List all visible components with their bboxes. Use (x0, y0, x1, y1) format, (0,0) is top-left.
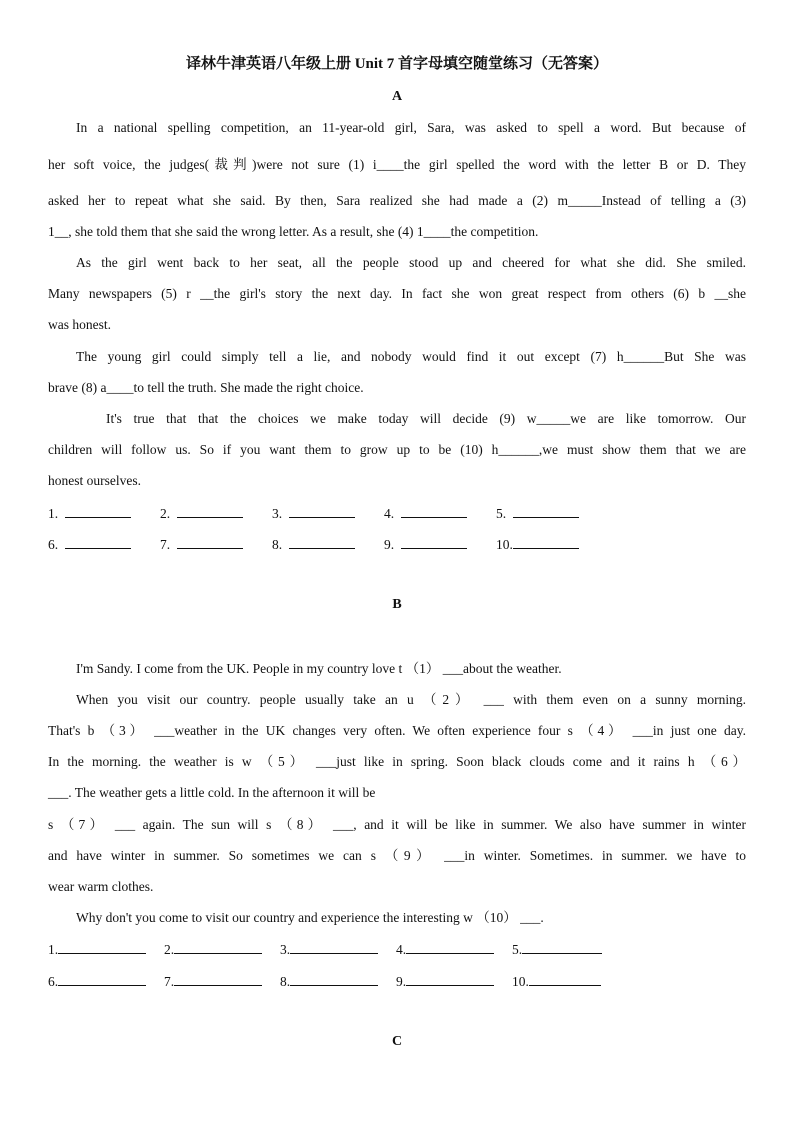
answer-line (65, 504, 131, 518)
passage-a-line: The young girl could simply tell a lie, and nobody would find it out except (7) h______But She was (76, 349, 746, 364)
answer-line (177, 535, 243, 549)
answer-blank-a-2[interactable] (160, 504, 243, 523)
section-a-heading: A (391, 89, 403, 104)
answer-blank-a-1[interactable] (48, 504, 131, 523)
answer-blank-a-10[interactable] (496, 535, 579, 554)
answer-blank-a-6[interactable] (48, 535, 131, 554)
answer-line (174, 972, 262, 986)
answer-line (401, 535, 467, 549)
passage-a-line: asked her to repeat what she said. By then, Sara realized she had made a (2) m_____Instead of telling a (3) (48, 193, 746, 208)
answer-number: 7. (164, 974, 175, 989)
passage-b-line: s （7） ___ again. The sun will s （8） ___, and it will be like in summer. We also have summer in winter (48, 817, 746, 832)
answer-number: 1. (48, 942, 59, 957)
answer-blank-b-3[interactable] (280, 940, 378, 959)
answer-line (290, 972, 378, 986)
answer-number: 7. (160, 537, 171, 552)
passage-b-line: ___. The weather gets a little cold. In the afternoon it will be (48, 785, 376, 800)
answer-number: 3. (280, 942, 291, 957)
answer-number: 5. (496, 506, 507, 521)
passage-a-line: It's true that that the choices we make today will decide (9) w_____we are like tomorrow. Our (106, 411, 746, 426)
answer-blank-a-5[interactable] (496, 504, 579, 523)
answer-number: 8. (280, 974, 291, 989)
passage-a-line: In a national spelling competition, an 11-year-old girl, Sara, was asked to spell a word. But because of (76, 120, 746, 135)
answer-line (58, 972, 146, 986)
answer-blank-b-10[interactable] (512, 972, 601, 991)
passage-b-line: In the morning. the weather is w （5） ___just like in spring. Soon black clouds come and it rains h （6） (48, 754, 746, 769)
answer-number: 8. (272, 537, 283, 552)
passage-b-line: wear warm clothes. (48, 879, 154, 894)
answer-line (529, 972, 601, 986)
answer-line (406, 972, 494, 986)
passage-a-line: As the girl went back to her seat, all the people stood up and cheered for what she did. She smiled. (76, 255, 746, 270)
answer-number: 3. (272, 506, 283, 521)
answer-number: 2. (160, 506, 171, 521)
answer-line (174, 940, 262, 954)
answer-blank-a-8[interactable] (272, 535, 355, 554)
answer-number: 4. (384, 506, 395, 521)
answer-number: 9. (396, 974, 407, 989)
answer-line (58, 940, 146, 954)
section-b-heading: B (392, 597, 402, 612)
answer-line (289, 504, 355, 518)
answer-blank-a-9[interactable] (384, 535, 467, 554)
passage-a-line: 1__, she told them that she said the wrong letter. As a result, she (4) 1____the competition. (48, 224, 539, 239)
answer-line (289, 535, 355, 549)
answer-blank-a-3[interactable] (272, 504, 355, 523)
page-title: 译林牛津英语八年级上册 Unit 7 首字母填空随堂练习（无答案） (185, 56, 609, 72)
answer-number: 1. (48, 506, 59, 521)
answer-line (177, 504, 243, 518)
answer-line (513, 535, 579, 549)
section-c-heading: C (391, 1034, 403, 1049)
answer-number: 2. (164, 942, 175, 957)
answer-blank-b-6[interactable] (48, 972, 146, 991)
passage-a-line: Many newspapers (5) r __the girl's story the next day. In fact she won great respect from others (6) b __she (48, 286, 746, 301)
answer-line (290, 940, 378, 954)
passage-b-line: and have winter in summer. So sometimes we can s （9） ___in winter. Sometimes. in summer. we have to (48, 848, 746, 863)
passage-a-line: her soft voice, the judges(裁判)were not sure (1) i____the girl spelled the word with the letter B or D. They (48, 157, 746, 172)
answer-number: 4. (396, 942, 407, 957)
answer-blank-b-4[interactable] (396, 940, 494, 959)
answer-blank-b-1[interactable] (48, 940, 146, 959)
answer-number: 10. (496, 537, 513, 552)
answer-blank-b-7[interactable] (164, 972, 262, 991)
answer-blank-a-7[interactable] (160, 535, 243, 554)
answer-blank-b-2[interactable] (164, 940, 262, 959)
answer-number: 9. (384, 537, 395, 552)
answer-number: 5. (512, 942, 523, 957)
answer-number: 6. (48, 537, 59, 552)
passage-b-line: When you visit our country. people usually take an u （2） ___ with them even on a sunny morning. (76, 692, 746, 707)
passage-a-line: children will follow us. So if you want them to grow up to be (10) h______,we must show them that we are (48, 442, 746, 457)
answer-blank-b-8[interactable] (280, 972, 378, 991)
passage-b-line: That's b （3） ___weather in the UK changes very often. We often experience four s （4） ___in just one day. (48, 723, 746, 738)
answer-blank-b-9[interactable] (396, 972, 494, 991)
passage-a-line: was honest. (48, 317, 111, 332)
answer-line (401, 504, 467, 518)
answer-number: 10. (512, 974, 529, 989)
passage-a-line: honest ourselves. (48, 473, 141, 488)
answer-number: 6. (48, 974, 59, 989)
passage-b-line: Why don't you come to visit our country and experience the interesting w （10） ___. (76, 910, 544, 925)
answer-line (65, 535, 131, 549)
answer-line (513, 504, 579, 518)
passage-a-line: brave (8) a____to tell the truth. She made the right choice. (48, 380, 364, 395)
answer-blank-b-5[interactable] (512, 940, 602, 959)
answer-blank-a-4[interactable] (384, 504, 467, 523)
passage-b-line: I'm Sandy. I come from the UK. People in my country love t （1） ___about the weather. (76, 661, 562, 676)
answer-line (406, 940, 494, 954)
answer-line (522, 940, 602, 954)
